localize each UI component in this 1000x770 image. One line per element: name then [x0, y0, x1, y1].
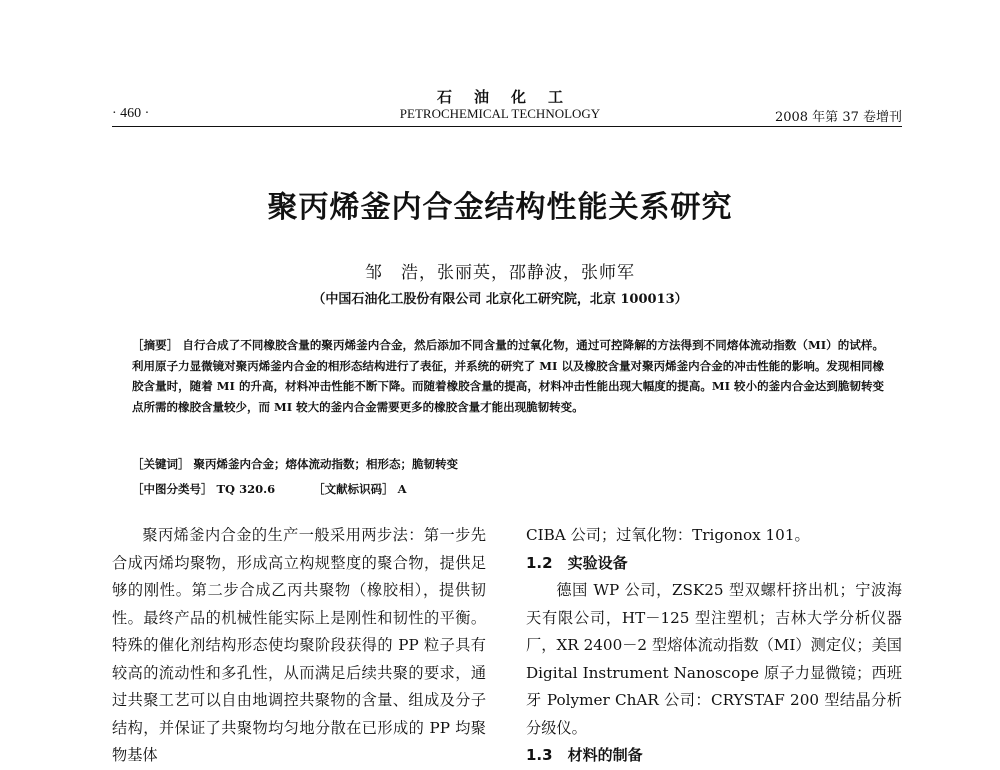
- body-paragraph: 德国 WP 公司，ZSK25 型双螺杆挤出机；宁波海天有限公司，HT－125 型注塑机；吉林大学分析仪器厂，XR 2400－2 型熔体流动指数（MI）测定仪；美国 Digital Instrument Nanoscope 原子力显微镜；西班牙 Polymer ChAR 公司：CRYSTAF 200 型结晶分析分级仪。: [526, 581, 902, 737]
- issue-info: 2008 年第 37 卷增刊: [774, 110, 902, 125]
- document-code: ［文献标识码］ A: [313, 482, 407, 496]
- section-heading-1-2: 1.2 实验设备: [526, 553, 628, 572]
- section-heading-1-3: 1.3 材料的制备: [526, 746, 643, 764]
- abstract: ［摘要］ 自行合成了不同橡胶含量的聚丙烯釜内合金，然后添加不同含量的过氧化物，通过可控降解的方法得到不同熔体流动指数（MI）的试样。利用原子力显微镜对聚丙烯釜内合金的相形态结构进行了表征，并系统的研究了 MI 以及橡胶含量对聚丙烯釜内合金的冲击性能的影响。发现相同橡胶含量时，随着 MI 的升高，材料冲击性能不断下降。而随着橡胶含量的提高，材料冲击性能出现大幅度的提高。MI 较小的釜内合金达到脆韧转变点所需的橡胶含量较少，而 MI 较大的釜内合金需要更多的橡胶含量才能出现脆韧转变。: [132, 338, 884, 414]
- article-title: 聚丙烯釜内合金结构性能关系研究: [267, 190, 733, 225]
- classification-line: [132, 481, 884, 497]
- authors: 邹 浩，张丽英，邵静波，张师军: [365, 263, 635, 283]
- journal-title-en: PETROCHEMICAL TECHNOLOGY: [399, 106, 601, 121]
- classification-number: ［中图分类号］ TQ 320.6: [132, 482, 276, 496]
- body-paragraph: 聚丙烯釜内合金的生产一般采用两步法：第一步先合成丙烯均聚物，形成高立构规整度的聚合物，提供足够的刚性。第二步合成乙丙共聚物（橡胶相），提供韧性。最终产品的机械性能实际上是刚性和韧性的平衡。特殊的催化剂结构形态使均聚阶段获得的 PP 粒子具有较高的流动性和多孔性，从而满足后续共聚的要求，通过共聚工艺可以自由地调控共聚物的含量、组成及分子结构，并保证了共聚物均匀地分散在已形成的 PP 均聚物基体: [112, 526, 486, 764]
- page-number: · 460 ·: [112, 106, 150, 121]
- header-rule: [112, 126, 902, 127]
- body-column-left: [112, 522, 486, 770]
- body-paragraph-continued: CIBA 公司；过氧化物：Trigonox 101。: [526, 526, 810, 544]
- affiliation: （中国石油化工股份有限公司 北京化工研究院，北京 100013）: [312, 292, 688, 307]
- body-column-right: [526, 522, 902, 770]
- keywords: ［关键词］ 聚丙烯釜内合金；熔体流动指数；相形态；脆韧转变: [132, 457, 459, 471]
- journal-title-cn: 石油化工: [436, 88, 585, 106]
